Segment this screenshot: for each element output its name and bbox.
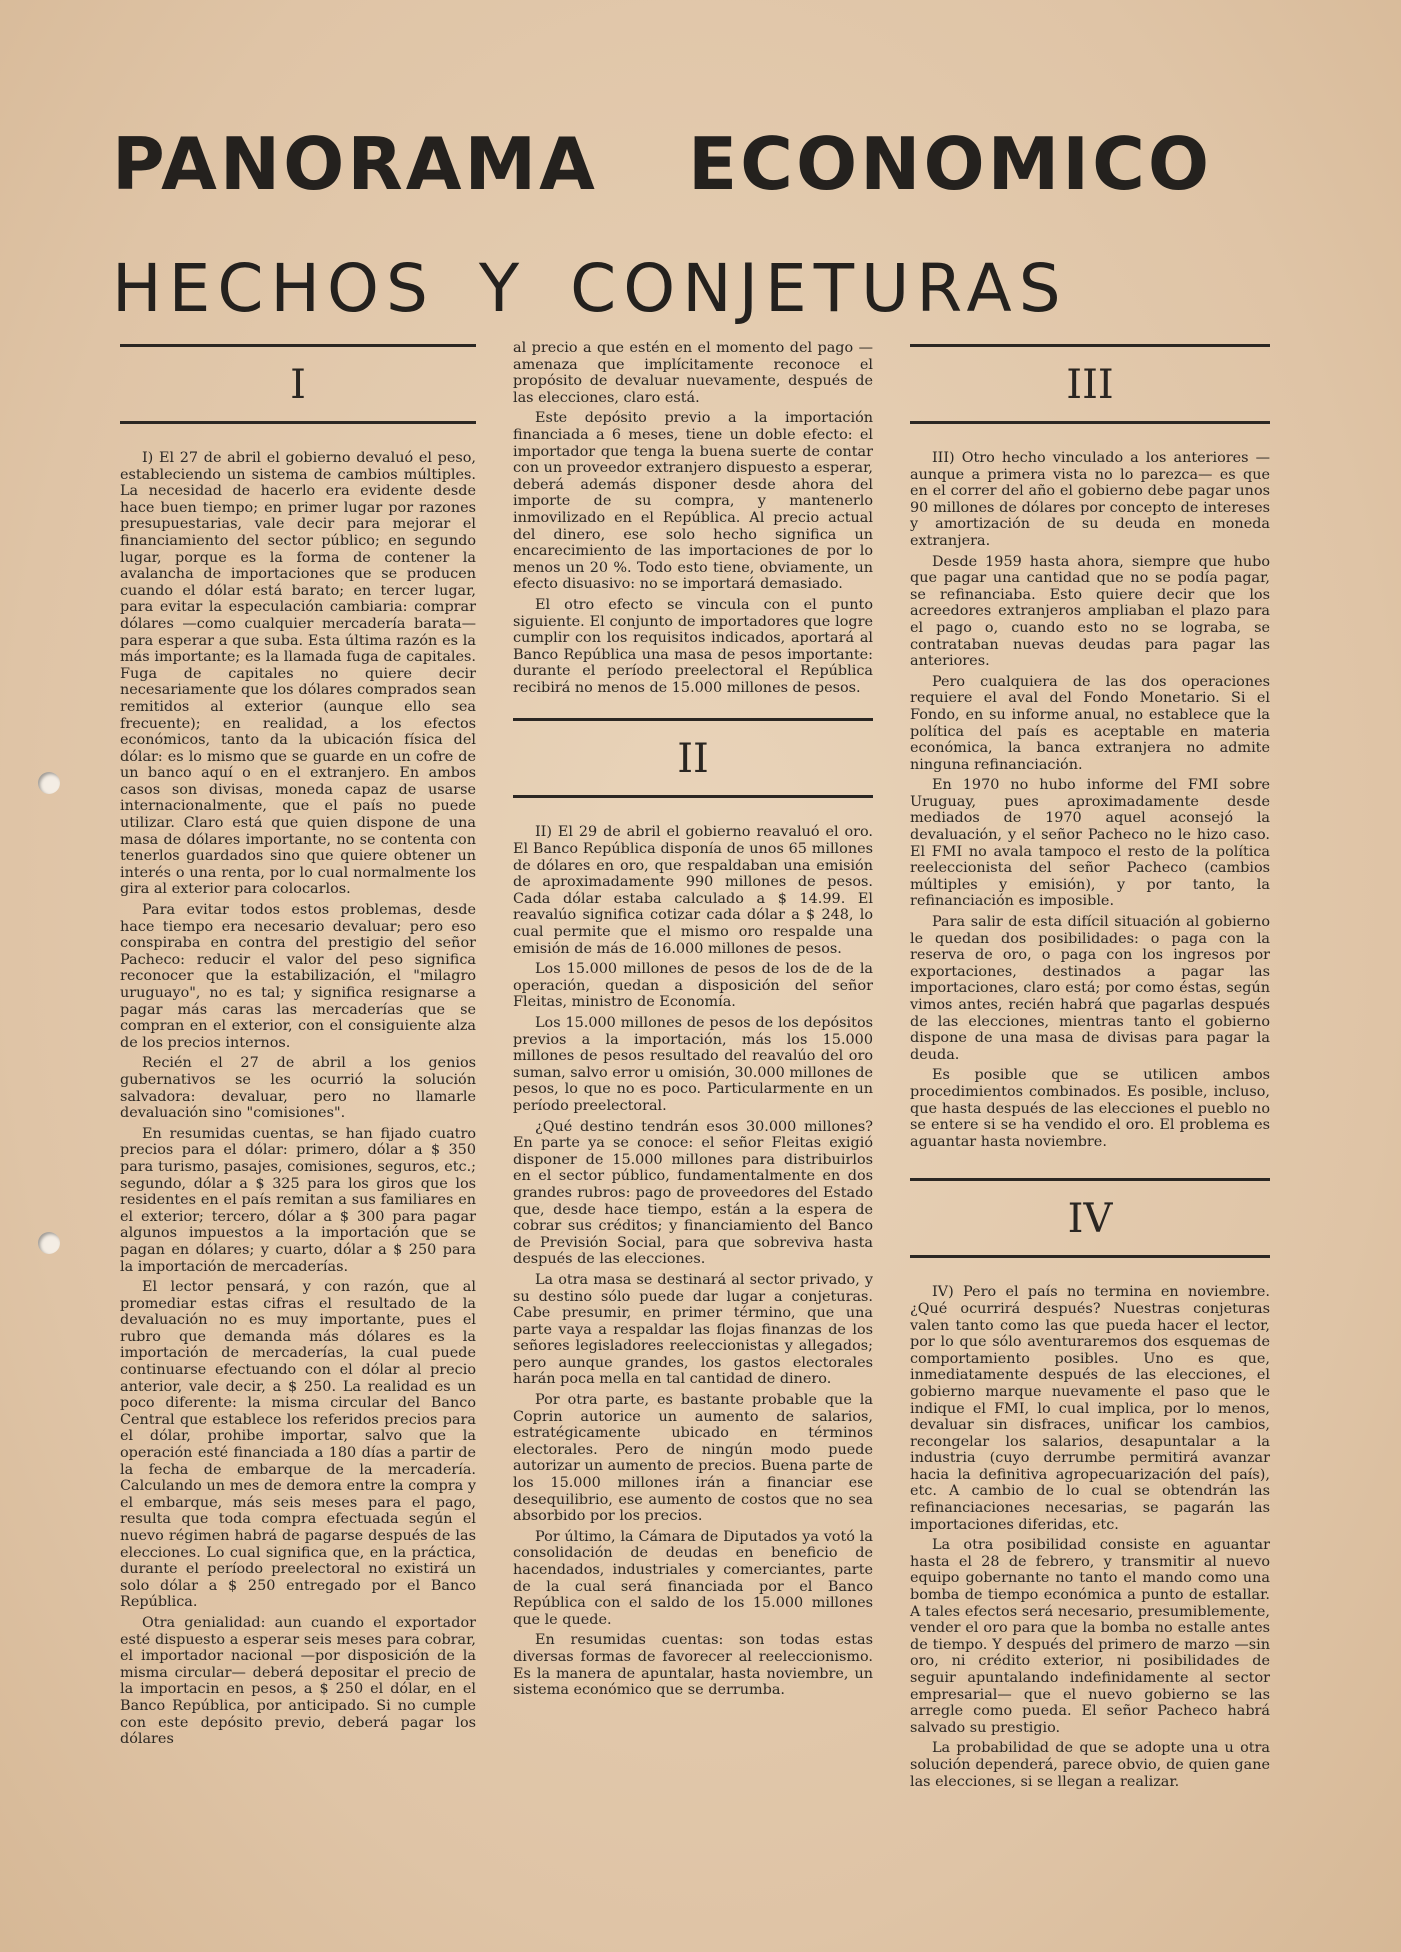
section-numeral: IV xyxy=(1067,1196,1113,1243)
column-3 xyxy=(910,344,1270,1794)
paragraph: Por otra parte, es bastante probable que la Coprin autorice un aumento de salarios, estratégicamente ubicado en términos electorales. Pero de ningún modo puede autorizar un aumento de precios. Buena parte de los 15.000 millones irán a financiar ese desequilibrio, ese aumento de costos que no sea absorbido por los precios. xyxy=(513,1392,873,1525)
paragraph: al precio a que estén en el momento del pago —amenaza que implícitamente reconoce el propósito de devaluar nuevamente, después de las elecciones, claro está. xyxy=(513,340,873,406)
paragraph: La probabilidad de que se adopte una u otra solución dependerá, parece obvio, de quien gane las elecciones, si se llegan a realizar. xyxy=(910,1740,1270,1790)
section-numeral: II xyxy=(677,736,709,783)
paragraph: Recién el 27 de abril a los genios gubernativos se les ocurrió la solución salvadora: devaluar, pero no llamarle devaluación sino "comisiones". xyxy=(120,1055,476,1122)
paragraph: En 1970 no hubo informe del FMI sobre Uruguay, pues aproximadamente desde mediados de 1970 aquel aconsejó la devaluación, y el señor Pacheco no le hizo caso. El FMI no avala tampoco el resto de la política reeleccionista del señor Pacheco (cambios múltiples y emisión), y por tanto, la refinanciación es imposible. xyxy=(910,777,1270,910)
column-2 xyxy=(513,340,873,1703)
paragraph: ¿Qué destino tendrán esos 30.000 millones? En parte ya se conoce: el señor Fleitas exigió disponer de 15.000 millones para distribuirlos en el sector público, fundamentalmente en dos grandes rubros: pago de proveedores del Estado que, desde hace tiempo, están a la espera de cobrar sus créditos; y financiamiento del Banco de Previsión Social, para que sobreviva hasta después de las elecciones. xyxy=(513,1118,873,1268)
paragraph: Los 15.000 millones de pesos de los depósitos previos a la importación, más los 15.000 millones de pesos resultado del reavalúo del oro suman, salvo error u omisión, 30.000 millones de pesos, lo que no es poco. Particularmente en un período preelectoral. xyxy=(513,1015,873,1114)
section-numeral: III xyxy=(1066,362,1114,408)
section-1-header xyxy=(120,344,476,424)
paragraph: Pero cualquiera de las dos operaciones requiere el aval del Fondo Monetario. Si el Fondo, en su informe anual, no establece que la política del país es aceptable en materia económica, la banca extranjera no admite ninguna refinanciación. xyxy=(910,673,1270,773)
paragraph: Desde 1959 hasta ahora, siempre que hubo que pagar una cantidad que no se podía pagar, se refinanciaba. Esto quiere decir que los acreedores extranjeros ampliaban el plazo para el pago o, cuando esto no se lograba, se contrataban nuevas deudas para pagar las anteriores. xyxy=(910,553,1270,670)
paragraph: El lector pensará, y con razón, que al promediar estas cifras el resultado de la devaluación no es muy importante, pues el rubro que demanda más dólares es la importación de mercaderías, la cual puede continuarse efectuando con el dólar al precio anterior, vale decir, a $ 250. La realidad es un poco diferente: la misma circular del Banco Central que establece los referidos precios para el dólar, prohibe importar, salvo que la operación esté financiada a 180 días a partir de la fecha de embarque de la mercadería. Calculando un mes de demora entre la compra y el embarque, más seis meses para el pago, resulta que toda compra efectuada según el nuevo régimen habrá de pagarse después de las elecciones. Lo cual significa que, en la práctica, durante el período preelectoral no existirá un solo dólar a $ 250 entregado por el Banco República. xyxy=(120,1279,476,1611)
page-subtitle: HECHOS Y CONJETURAS xyxy=(112,250,1068,327)
rule xyxy=(513,718,873,721)
paragraph: La otra posibilidad consiste en aguantar hasta el 28 de febrero, y transmitir al nuevo equipo gobernante no tanto el mando como una bomba de tiempo económica a punto de estallar. A tales efectos será necesario, presumiblemente, vender el oro para que la bomba no estalle antes de tiempo. Y después del primero de marzo —sin oro, ni crédito exterior, ni posibilidades de seguir apuntalando indefinidamente al sector empresarial— que el nuevo gobierno se las arregle como pueda. El señor Pacheco habrá salvado su prestigio. xyxy=(910,1537,1270,1736)
rule xyxy=(120,344,476,347)
page-title: PANORAMA ECONOMICO xyxy=(112,122,1213,206)
section-numeral: I xyxy=(290,362,306,408)
paragraph: III) Otro hecho vinculado a los anteriores —aunque a primera vista no lo parezca— es que en el correr del año el gobierno debe pagar unos 90 millones de dólares por concepto de intereses y amortización de su deuda en moneda extranjera. xyxy=(910,450,1270,549)
paragraph: Para salir de esta difícil situación al gobierno le quedan dos posibilidades: o paga con la reserva de oro, o paga con los ingresos por exportaciones, destinados a pagar las importaciones, claro está; por como éstas, según vimos antes, recién habrá que pagarlas después de las elecciones, mientras tanto el gobierno dispone de una masa de divisas para pagar la deuda. xyxy=(910,914,1270,1063)
punch-hole-top xyxy=(38,772,60,794)
paragraph: Este depósito previo a la importación financiada a 6 meses, tiene un doble efecto: el importador que tenga la buena suerte de contar con un proveedor extranjero dispuesto a esperar, deberá además disponer desde ahora del importe de su compra, y mantenerlo inmovilizado en el República. Al precio actual del dinero, ese solo hecho significa un encarecimiento de las importaciones de por lo menos un 20 %. Todo esto tiene, obviamente, un efecto disuasivo: no se importará demasiado. xyxy=(513,410,873,593)
rule xyxy=(120,421,476,424)
rule xyxy=(910,344,1270,347)
paragraph: Es posible que se utilicen ambos procedimientos combinados. Es posible, incluso, que hasta después de las elecciones el pueblo no se entere si se ha vendido el oro. El problema es aguantar hasta noviembre. xyxy=(910,1067,1270,1150)
punch-hole-bottom xyxy=(38,1232,60,1254)
section-2-header xyxy=(513,718,873,798)
paragraph: En resumidas cuentas, se han fijado cuatro precios para el dólar: primero, dólar a $ 350 para turismo, pasajes, comisiones, seguros, etc.; segundo, dólar a $ 325 para los giros que los residentes en el país remitan a sus familiares en el exterior; tercero, dólar a $ 300 para pagar algunos impuestos a la importación que se pagan en dólares; y cuarto, dólar a $ 250 para la importación de mercaderías. xyxy=(120,1125,476,1275)
rule xyxy=(910,1178,1270,1181)
paragraph: El otro efecto se vincula con el punto siguiente. El conjunto de importadores que logre cumplir con los requisitos indicados, aportará al Banco República una masa de pesos importante: durante el período preelectoral el República recibirá no menos de 15.000 millones de pesos. xyxy=(513,596,873,696)
column-1 xyxy=(120,344,476,1752)
rule xyxy=(513,795,873,798)
paragraph: II) El 29 de abril el gobierno reavaluó el oro. El Banco República disponía de unos 65 millones de dólares en oro, que respaldaban una emisión de aproximadamente 990 millones de pesos. Cada dólar estaba calculado a $ 14.99. El reavalúo significa cotizar cada dólar a $ 248, lo cual permite que el mismo oro respalde una emisión de más de 16.000 millones de pesos. xyxy=(513,824,873,957)
paragraph: La otra masa se destinará al sector privado, y su destino sólo puede dar lugar a conjeturas. Cabe presumir, en primer término, que una parte vaya a respaldar las flojas finanzas de los señores legisladores reeleccionistas y allegados; pero aunque grandes, los gastos electorales harán poca mella en tal cantidad de dinero. xyxy=(513,1271,873,1388)
rule xyxy=(910,421,1270,424)
paragraph: Por último, la Cámara de Diputados ya votó la consolidación de deudas en beneficio de hacendados, industriales y comerciantes, parte de la cual será financiada por el Banco República con el saldo de los 15.000 millones que le quede. xyxy=(513,1528,873,1628)
rule xyxy=(910,1255,1270,1258)
paragraph: IV) Pero el país no termina en noviembre. ¿Qué ocurrirá después? Nuestras conjeturas valen tanto como las que pueda hacer el lector, por lo que sólo aventuraremos dos esquemas de comportamiento posibles. Uno es que, inmediatamente después de las elecciones, el gobierno marque nuevamente el paso que le indique el FMI, lo cual implica, por lo menos, devaluar sin disfraces, unificar los cambios, recongelar los salarios, desapuntalar a la industria (cuyo derrumbe permitirá avanzar hacia la definitiva agropecuarización del país), etc. A cambio de lo cual se obtendrán las refinanciaciones necesarias, se pagarán las importaciones diferidas, etc. xyxy=(910,1284,1270,1533)
paragraph: En resumidas cuentas: son todas estas diversas formas de favorecer al reeleccionismo. Es la manera de apuntalar, hasta noviembre, un sistema económico que se derrumba. xyxy=(513,1632,873,1699)
paragraph: Otra genialidad: aun cuando el exportador esté dispuesto a esperar seis meses para cobrar, el importador nacional —por disposición de la misma circular— deberá depositar el precio de la importacin en pesos, a $ 250 el dólar, en el Banco República, por anticipado. Si no cumple con este depósito previo, deberá pagar los dólares xyxy=(120,1614,476,1748)
paragraph: Para evitar todos estos problemas, desde hace tiempo era necesario devaluar; pero eso conspiraba en contra del prestigio del señor Pacheco: reducir el valor del peso significa reconocer que la estabilización, el "milagro uruguayo", no es tal; y significa resignarse a pagar más caras las mercaderías que se compran en el exterior, con el consiguiente alza de los precios internos. xyxy=(120,902,476,1051)
paragraph: Los 15.000 millones de pesos de los de de la operación, quedan a disposición del señor Fleitas, ministro de Economía. xyxy=(513,961,873,1011)
paragraph: I) El 27 de abril el gobierno devaluó el peso, estableciendo un sistema de cambios múltiples. La necesidad de hacerlo era evidente desde hace buen tiempo; en primer lugar por razones presupuestarias, vale decir para mejorar el financiamiento del sector público; en segundo lugar, porque es la forma de contener la avalancha de importaciones que se producen cuando el dólar está barato; en tercer lugar, para evitar la especulación cambiaria: comprar dólares —como cualquier mercadería barata— para esperar a que suba. Esta última razón es la más importante; es la llamada fuga de capitales. Fuga de capitales no quiere decir necesariamente que los dólares comprados sean remitidos al exterior (aunque ello sea frecuente); en realidad, a los efectos económicos, tanto da la ubicación física del dólar: es lo mismo que se guarde en un cofre de un banco aquí o en el extranjero. En ambos casos son divisas, moneda capaz de usarse internacionalmente, que el país no puede utilizar. Claro está que quien dispone de una masa de dólares importante, no se contenta con tenerlos guardados sino que quiere obtener un interés o una renta, por lo cual normalmente los gira al exterior para colocarlos. xyxy=(120,450,476,898)
section-4-header xyxy=(910,1178,1270,1258)
section-3-header xyxy=(910,344,1270,424)
